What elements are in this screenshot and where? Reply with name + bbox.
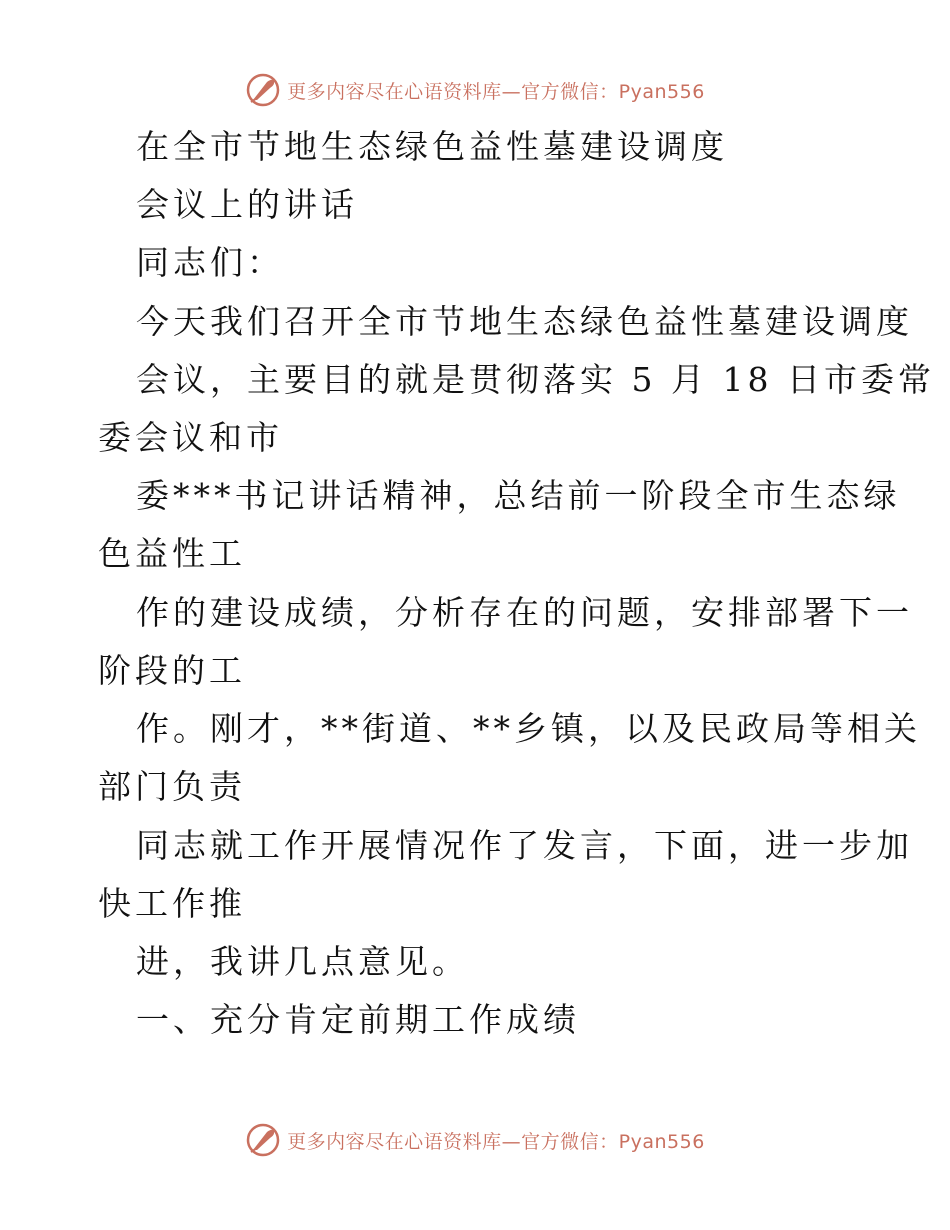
quill-logo-icon [245, 1122, 281, 1158]
title-line-2: 会议上的讲话 [136, 185, 358, 224]
title-line-1: 在全市节地生态绿色益性墓建设调度 [136, 127, 728, 166]
salutation: 同志们： [136, 243, 284, 282]
text-line: 委***书记讲话精神，总结前一阶段全市生态绿 [136, 476, 901, 515]
text-line: 快工作推 [98, 884, 246, 923]
section-heading: 一、充分肯定前期工作成绩 [136, 1000, 580, 1039]
text-line: 同志就工作开展情况作了发言，下面，进一步加 [136, 826, 913, 865]
text-line: 作。刚才，**街道、**乡镇，以及民政局等相关 [136, 709, 921, 748]
text-line: 部门负责 [98, 767, 246, 806]
text-line: 委会议和市 [98, 418, 283, 457]
text-line: 阶段的工 [98, 651, 246, 690]
text-line: 色益性工 [98, 534, 246, 573]
text-line: 作的建设成绩，分析存在的问题，安排部署下一 [136, 593, 913, 632]
text-line: 会议，主要目的就是贯彻落实 5 月 18 日市委常 [136, 360, 935, 399]
text-line: 今天我们召开全市节地生态绿色益性墓建设调度 [136, 302, 913, 341]
watermark-footer [0, 1120, 950, 1160]
watermark-text: 更多内容尽在心语资料库—官方微信：Pyan556 [287, 80, 705, 103]
text-line: 进，我讲几点意见。 [136, 942, 469, 981]
watermark-text: 更多内容尽在心语资料库—官方微信：Pyan556 [287, 1130, 705, 1153]
